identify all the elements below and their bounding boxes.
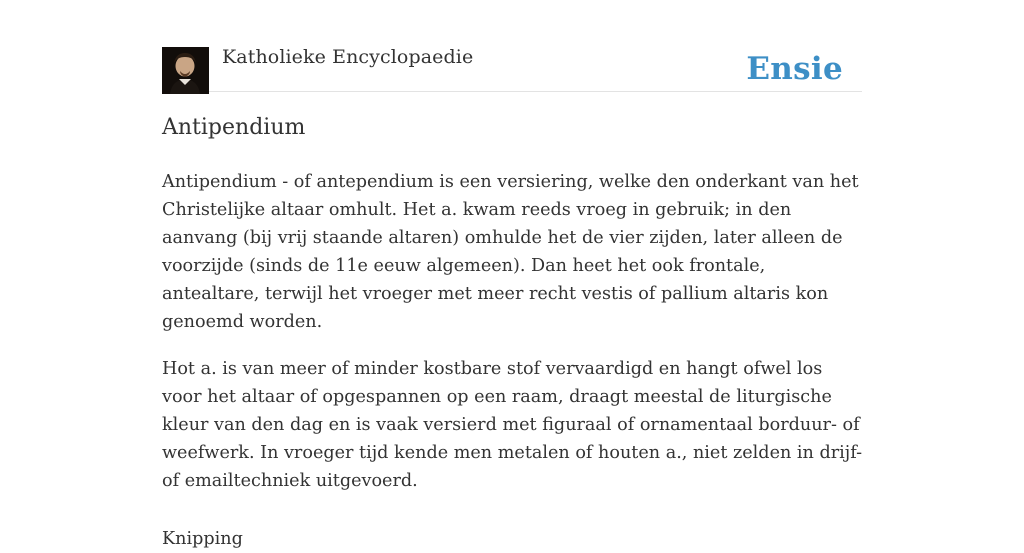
article-paragraph-2: Hot a. is van meer of minder kostbare stof vervaardigd en hangt ofwel los voor het altaar of opgespannen op een raam, draagt meestal de liturgische kleur van den dag en is vaak versierd met figuraal of ornamentaal borduur- of weefwerk. In vroeger tijd kende men metalen of houten a., niet zelden in drijf- of emailtechniek uitgevoerd. [162,359,863,491]
ensie-logo[interactable]: Ensie [746,51,843,87]
article-source: Knipping [162,529,243,549]
site-header [162,45,862,92]
portrait-icon [162,47,209,94]
article-body [162,168,867,553]
site-name[interactable]: Katholieke Encyclopaedie [222,46,474,68]
article-paragraph-1: Antipendium - of antependium is een versiering, welke den onderkant van het Christelijke altaar omhult. Het a. kwam reeds vroeg in gebruik; in den aanvang (bij vrij staande altaren) omhulde het de vier zijden, later alleen de voorzijde (sinds de 11e eeuw algemeen). Dan heet het ook frontale, antealtare, terwijl het vroeger met meer recht vestis of pallium altaris kon genoemd worden. [162,172,859,332]
portrait-avatar[interactable] [162,47,209,94]
article-title: Antipendium [162,115,306,140]
